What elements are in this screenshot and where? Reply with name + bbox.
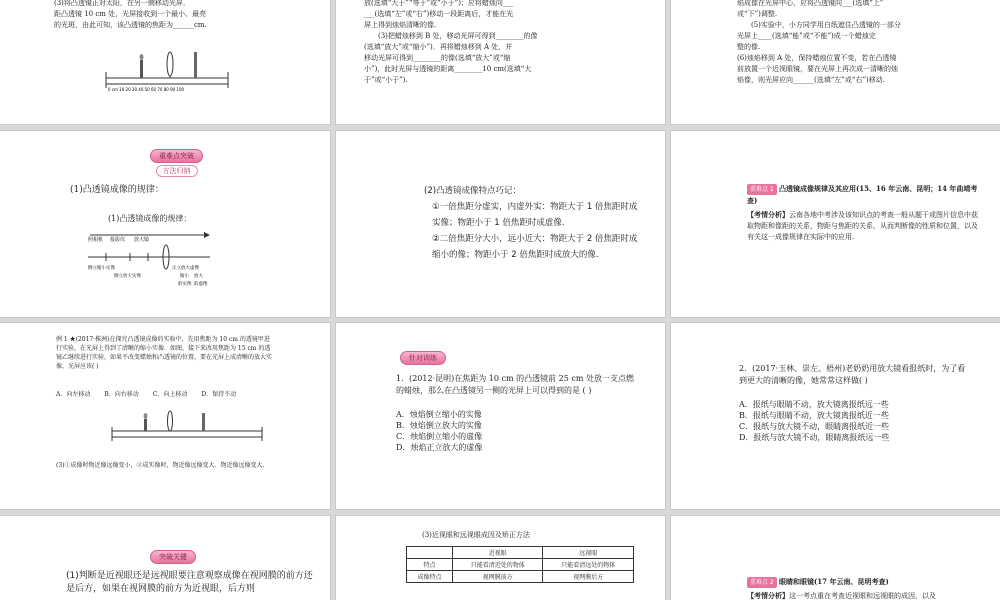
practice-question: 2．(2017·玉林、崇左、梧州)老奶奶用放大镜看报纸时，为了看到更大的清晰的像，她常常这样做( )	[739, 364, 966, 385]
section-banner	[150, 550, 196, 570]
text-line: 整的像.	[737, 43, 761, 51]
table-header-row	[407, 547, 634, 559]
topic-title: 凸透镜成像规律及其应用(15、16 年云南、昆明；14 年曲靖考查)	[747, 184, 978, 205]
slide-7	[0, 323, 330, 509]
example-options	[56, 389, 286, 400]
slide-6	[671, 131, 1000, 317]
text-line: 放(选填“大于”“等于”或“小于”)；应将蜡烛向___	[364, 0, 514, 7]
text-line: 移动光屏可得到________的像(选填“放大”或“缩	[364, 54, 511, 62]
tips-title: (2)凸透镜成像特点巧记：	[424, 186, 522, 196]
label-real-image: 的实像	[178, 282, 192, 287]
text-line: 前放置一个近视眼镜，要在光屏上再次成一清晰的烛	[737, 65, 898, 73]
text-line: 或“下”)调整.	[737, 10, 778, 18]
slide-8	[336, 323, 665, 509]
option-b[interactable]: B．烛焰倒立放大的实像	[396, 421, 482, 430]
question-text	[737, 0, 987, 86]
section-banner	[150, 149, 203, 175]
slide-12	[671, 516, 1000, 600]
question-text	[54, 0, 324, 31]
label-upright-large: 正立放大虚像	[172, 266, 199, 271]
section-heading: (1)凸透镜成像的规律：	[70, 185, 164, 195]
table-title: (3)近视眼和远视眼成因及矫正方法	[422, 531, 530, 539]
banner-title: 针对训练	[400, 351, 446, 365]
text-line: 距凸透镜 10 cm 处，光屏接收到一个最小、最亮	[54, 10, 207, 18]
slide-5	[336, 131, 665, 317]
banner-title: 突破关键	[150, 550, 196, 564]
option-a[interactable]: A．向左移动	[56, 391, 91, 398]
label-magnifier: 放大镜	[134, 237, 150, 243]
table-row	[407, 559, 634, 571]
text-line: (3)把蜡烛移到 B 处，移动光屏可得到________的像	[378, 32, 538, 40]
question-text	[364, 0, 654, 86]
text-line: (3)将凸透镜正对太阳，在另一侧移动光屏，	[54, 0, 190, 7]
column-header: 近视眼	[453, 547, 543, 559]
option-d[interactable]: D．报纸与放大镜不动，眼睛离报纸远一些	[739, 433, 890, 442]
analysis-text: 这一考点重在考查近视眼和远视眼的成因，以及	[789, 592, 936, 600]
diagram-title: (1)凸透镜成像的规律：	[108, 214, 192, 223]
option-b[interactable]: B．向右移动	[104, 391, 139, 398]
table-row	[407, 571, 634, 583]
option-a[interactable]: A．报纸与眼睛不动，放大镜离报纸远一些	[739, 400, 889, 409]
experiment-bench-diagram	[108, 407, 268, 443]
label-small: 缩小	[180, 274, 189, 279]
text-line: 于”或“小于”).	[364, 76, 408, 84]
analysis-text: 云南各地中考涉及该知识点的考查一般从题干或图片信息中获取物距和像距的关系，物距与焦距的关系，从而判断像的性质和位置，以及有关这一成像规律在实际中的应用.	[747, 211, 978, 241]
banner-subtitle: 方法归纳	[156, 165, 198, 177]
slide-2	[336, 0, 665, 124]
example-question: 例 1 ★(2017·株洲)在探究凸透镜成像的实验中，先用焦距为 10 cm 的透镜甲进行实验，在光屏上得到了清晰的缩小实像．如图，接下来改用焦距为 15 cm 的透镜乙继续进行实验，如果不改变蜡烛和凸透镜的位置，要在光屏上成清晰的放大实像，光屏应该( )	[56, 336, 273, 370]
slide-10	[0, 516, 330, 600]
key-point-text: (1)判断是近视眼还是远视眼要注意观察成像在视网膜的前方还是后方，如果在视网膜的前方为近视眼，后方则	[66, 571, 313, 594]
eye-comparison-table	[406, 546, 634, 583]
option-c[interactable]: C．烛焰倒立缩小的虚像	[396, 432, 483, 441]
text-line: 焰像，则光屏应向______(选填“左”或“右”)移动.	[737, 76, 886, 84]
option-d[interactable]: D．烛焰正立放大的虚像	[396, 443, 483, 452]
optical-bench-diagram	[100, 44, 235, 94]
text-line: ___(选填“左”或“右”)移动一段距离后，才能在光	[364, 10, 514, 18]
analysis-label: 【考情分析】	[747, 210, 789, 219]
text-line: 小”)，此时光屏与透镜的距离________10 cm(选填“大	[364, 65, 532, 73]
slide-1	[0, 0, 330, 124]
note-text: (3)①成像时物近像远像变小，②成实像时，物近像远像变大．物近像远像变大.	[56, 462, 265, 469]
banner-title: 重难点突破	[150, 149, 203, 163]
analysis-label: 【考情分析】	[747, 591, 789, 600]
option-a[interactable]: A．烛焰倒立缩小的实像	[396, 410, 482, 419]
slide-4	[0, 131, 330, 317]
topic-block	[747, 183, 979, 243]
table-cell: 只能看清近处的物体	[453, 559, 543, 571]
slide-9	[671, 323, 1000, 509]
topic-tag: 重难点 2	[747, 577, 777, 588]
topic-title: 眼睛和眼镜(17 年云南、昆明考查)	[778, 577, 889, 586]
text-line: (选填“放大”或“缩小”)．再将蜡烛移到 A 处，并	[364, 43, 513, 51]
text-line: 屏上得到烛焰清晰的像.	[364, 21, 437, 29]
tip-2: ②二倍焦距分大小，远小近大：物距大于 2 倍焦距时成缩小的像；物距小于 2 倍焦距时成放大的像.	[432, 234, 638, 260]
table-cell: 特点	[407, 559, 453, 571]
topic-tag: 重难点 1	[747, 184, 777, 195]
table-cell: 成像特点	[407, 571, 453, 583]
label-inverted-large: 倒立放大实像	[114, 274, 141, 279]
column-header: 远视眼	[543, 547, 634, 559]
option-c[interactable]: C．向上移动	[152, 391, 188, 398]
text-line: 焰成像在光屏中心，应将凸透镜向___(选填“上”	[737, 0, 884, 7]
lens-rule-diagram	[86, 227, 216, 289]
slide-11	[336, 516, 665, 600]
topic-block	[747, 576, 987, 600]
label-virtual-image: 的虚像	[194, 282, 208, 287]
practice-options	[739, 399, 979, 443]
practice-question: 1．(2012·昆明)在焦距为 10 cm 的凸透镜前 25 cm 处放一支点燃的蜡烛，那么在凸透镜另一侧的光屏上可以得到的是 ( )	[396, 374, 634, 395]
table-cell: 只能看清远处的物体	[543, 559, 634, 571]
slide-3	[671, 0, 1000, 124]
label-large: 放大	[194, 274, 203, 279]
ruler-scale: 0 cm 10 20 30 40 50 60 70 80 90 100	[108, 87, 185, 92]
tips-block	[424, 183, 639, 263]
text-line: (6)烛焰移到 A 处，保持蜡烛位置不变，若在凸透镜	[737, 54, 897, 62]
tip-1: ①一倍焦距分虚实，内虚外实：物距大于 1 倍焦距时成实像；物距小于 1 倍焦距时成虚像.	[432, 202, 638, 228]
label-inverted-small: 倒立缩小实像	[88, 266, 115, 271]
column-header	[407, 547, 453, 559]
label-camera: 照相机	[88, 237, 104, 243]
option-c[interactable]: C．报纸与放大镜不动，眼睛离报纸近一些	[739, 422, 890, 431]
section-banner	[400, 351, 446, 371]
text-line: 光屏上____(选填“能”或“不能”)成一个蜡烛完	[737, 32, 876, 40]
option-b[interactable]: B．报纸与眼睛不动，放大镜离报纸近一些	[739, 411, 889, 420]
practice-options	[396, 409, 636, 453]
text-line: 的光斑，由此可知，该凸透镜的焦距为______cm.	[54, 21, 207, 29]
table-cell: 视网膜后方	[543, 571, 634, 583]
text-line: (5)实验中，小方同学用白纸遮住凸透镜的一部分	[751, 21, 901, 29]
label-projector: 投影仪	[110, 237, 126, 243]
table-cell: 视网膜前方	[453, 571, 543, 583]
option-d[interactable]: D．保持不动	[201, 391, 237, 398]
